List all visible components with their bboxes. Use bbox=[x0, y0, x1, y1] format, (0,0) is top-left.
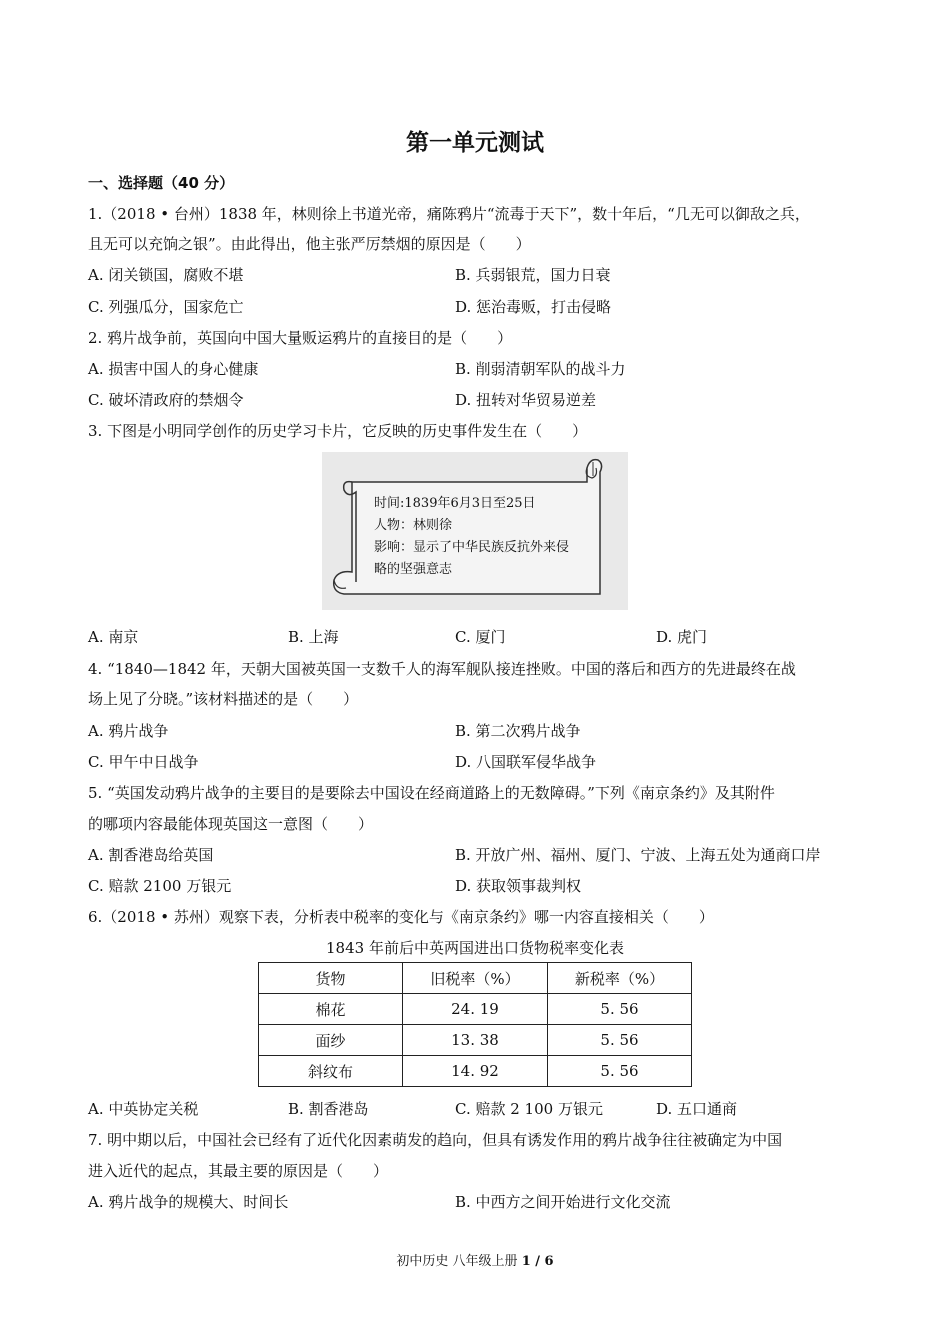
table-cell: 14. 92 bbox=[403, 1056, 548, 1087]
scroll-illustration bbox=[322, 452, 628, 610]
page-footer bbox=[0, 1250, 950, 1269]
card-impact-line1: 影响：显示了中华民族反抗外来侵 bbox=[374, 540, 570, 555]
question-6-option-a[interactable]: A. 中英协定关税 bbox=[88, 1100, 199, 1118]
table-header-cell: 旧税率（%） bbox=[403, 963, 548, 994]
question-4-option-d[interactable]: D. 八国联军侵华战争 bbox=[455, 753, 597, 771]
table-cell: 面纱 bbox=[259, 1025, 403, 1056]
question-4-option-a[interactable]: A. 鸦片战争 bbox=[88, 722, 169, 740]
tax-rate-table bbox=[258, 962, 692, 1087]
question-4-option-b[interactable]: B. 第二次鸦片战争 bbox=[455, 722, 581, 740]
table-header-cell: 新税率（%） bbox=[548, 963, 692, 994]
question-5-option-b[interactable]: B. 开放广州、福州、厦门、宁波、上海五处为通商口岸 bbox=[455, 846, 821, 864]
table-cell: 24. 19 bbox=[403, 994, 548, 1025]
table-caption: 1843 年前后中英两国进出口货物税率变化表 bbox=[326, 939, 624, 957]
card-impact-line2: 略的坚强意志 bbox=[374, 562, 453, 577]
question-2-stem: 2. 鸦片战争前，英国向中国大量贩运鸦片的直接目的是（ ） bbox=[88, 329, 513, 347]
question-5-option-c[interactable]: C. 赔款 2100 万银元 bbox=[88, 877, 232, 895]
question-1-stem-line2: 且无可以充饷之银”。由此得出，他主张严厉禁烟的原因是（ ） bbox=[88, 235, 531, 253]
question-3-option-d[interactable]: D. 虎门 bbox=[656, 628, 708, 646]
page-number: 1 / 6 bbox=[521, 1254, 554, 1269]
table-cell: 5. 56 bbox=[548, 1025, 692, 1056]
card-person: 人物：林则徐 bbox=[374, 518, 453, 533]
table-cell: 棉花 bbox=[259, 994, 403, 1025]
question-5-stem-line1: 5. “英国发动鸦片战争的主要目的是要除去中国设在经商道路上的无数障碍。”下列《南京条约》及其附件 bbox=[88, 784, 775, 802]
card-time: 时间:1839年6月3日至25日 bbox=[374, 496, 536, 511]
table-header-row bbox=[259, 963, 692, 994]
question-4-stem-line2: 场上见了分晓。”该材料描述的是（ ） bbox=[88, 690, 359, 708]
question-7-option-a[interactable]: A. 鸦片战争的规模大、时间长 bbox=[88, 1193, 289, 1211]
question-2-option-d[interactable]: D. 扭转对华贸易逆差 bbox=[455, 391, 597, 409]
history-study-card bbox=[322, 452, 628, 610]
question-5-stem-line2: 的哪项内容最能体现英国这一意图（ ） bbox=[88, 815, 374, 833]
question-5-option-d[interactable]: D. 获取领事裁判权 bbox=[455, 877, 582, 895]
question-4-stem-line1: 4. “1840—1842 年，天朝大国被英国一支数千人的海军舰队接连挫败。中国的落后和西方的先进最终在战 bbox=[88, 660, 796, 678]
question-2-option-a[interactable]: A. 损害中国人的身心健康 bbox=[88, 360, 259, 378]
question-3-option-c[interactable]: C. 厦门 bbox=[455, 628, 506, 646]
question-3-option-a[interactable]: A. 南京 bbox=[88, 628, 139, 646]
question-2-option-c[interactable]: C. 破坏清政府的禁烟令 bbox=[88, 391, 244, 409]
table-cell: 13. 38 bbox=[403, 1025, 548, 1056]
table-row bbox=[259, 1025, 692, 1056]
question-1-option-a[interactable]: A. 闭关锁国，腐败不堪 bbox=[88, 266, 244, 284]
question-6-option-c[interactable]: C. 赔款 2 100 万银元 bbox=[455, 1100, 603, 1118]
table-cell: 5. 56 bbox=[548, 1056, 692, 1087]
table-row bbox=[259, 1056, 692, 1087]
question-5-option-a[interactable]: A. 割香港岛给英国 bbox=[88, 846, 214, 864]
question-6-option-b[interactable]: B. 割香港岛 bbox=[288, 1100, 369, 1118]
question-4-option-c[interactable]: C. 甲午中日战争 bbox=[88, 753, 199, 771]
question-3-option-b[interactable]: B. 上海 bbox=[288, 628, 339, 646]
page-title: 第一单元测试 bbox=[406, 130, 544, 156]
question-3-stem: 3. 下图是小明同学创作的历史学习卡片，它反映的历史事件发生在（ ） bbox=[88, 422, 588, 440]
question-6-stem: 6.（2018 • 苏州）观察下表，分析表中税率的变化与《南京条约》哪一内容直接相关（ ） bbox=[88, 908, 714, 926]
table-cell: 5. 56 bbox=[548, 994, 692, 1025]
question-1-option-b[interactable]: B. 兵弱银荒，国力日衰 bbox=[455, 266, 611, 284]
table-header-cell: 货物 bbox=[259, 963, 403, 994]
question-1-option-c[interactable]: C. 列强瓜分，国家危亡 bbox=[88, 298, 244, 316]
question-6-option-d[interactable]: D. 五口通商 bbox=[656, 1100, 738, 1118]
question-7-option-b[interactable]: B. 中西方之间开始进行文化交流 bbox=[455, 1193, 671, 1211]
table-row bbox=[259, 994, 692, 1025]
footer-text: 初中历史 八年级上册 bbox=[396, 1254, 522, 1269]
question-2-option-b[interactable]: B. 削弱清朝军队的战斗力 bbox=[455, 360, 626, 378]
question-1-stem-line1: 1.（2018 • 台州）1838 年，林则徐上书道光帝，痛陈鸦片“流毒于天下”，数十年后，“几无可以御敌之兵， bbox=[88, 205, 810, 223]
question-7-stem-line2: 进入近代的起点，其最主要的原因是（ ） bbox=[88, 1162, 389, 1180]
question-1-option-d[interactable]: D. 惩治毒贩，打击侵略 bbox=[455, 298, 612, 316]
table-cell: 斜纹布 bbox=[259, 1056, 403, 1087]
section-heading: 一、选择题（40 分） bbox=[88, 174, 235, 192]
question-7-stem-line1: 7. 明中期以后，中国社会已经有了近代化因素萌发的趋向，但具有诱发作用的鸦片战争往往被确定为中国 bbox=[88, 1131, 783, 1149]
